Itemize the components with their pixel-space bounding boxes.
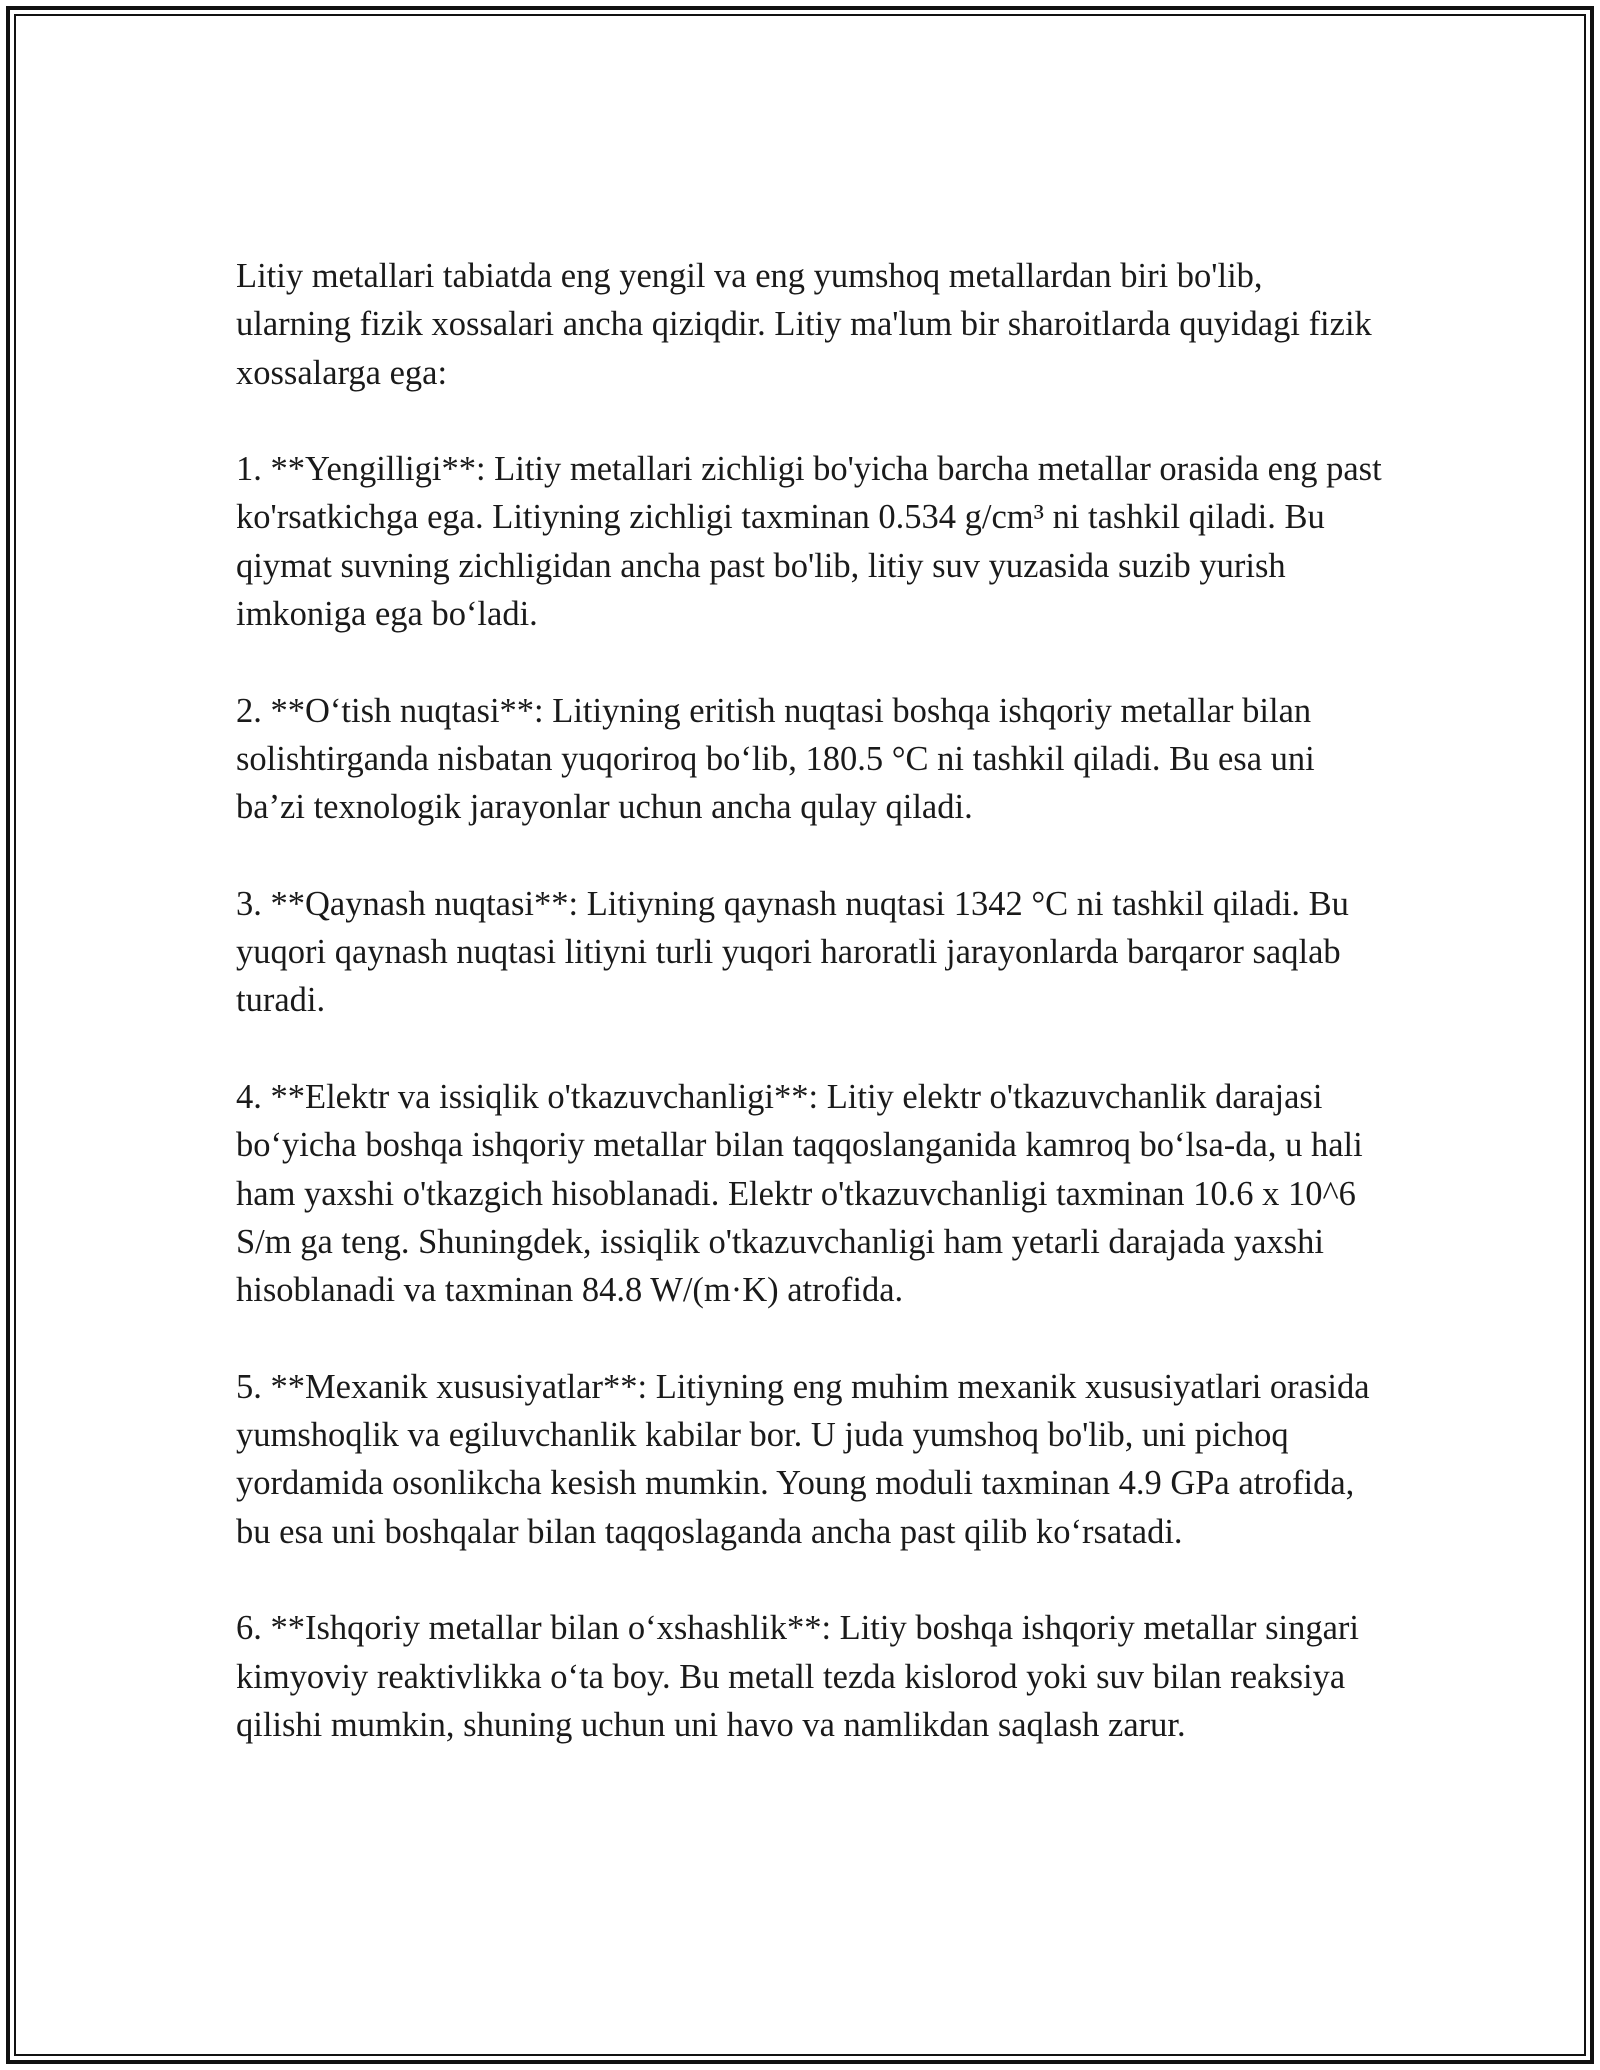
list-item-density: 1. **Yengilligi**: Litiy metallari zichligi bo'yicha barcha metallar orasida eng past ko'rsatkichga ega. Litiyning zichligi taxminan 0.534 g/cm³ ni tashkil qiladi. Bu qiymat suvning zichligidan ancha past bo'lib, litiy suv yuzasida suzib yurish imkoniga ega bo‘ladi. bbox=[236, 450, 1382, 634]
list-item-melting-point: 2. **O‘tish nuqtasi**: Litiyning eritish nuqtasi boshqa ishqoriy metallar bilan solishtirganda nisbatan yuqoriroq bo‘lib, 180.5 °C ni tashkil qiladi. Bu esa uni ba’zi texnologik jarayonlar uchun ancha qulay qiladi. bbox=[236, 691, 1315, 827]
intro-paragraph: Litiy metallari tabiatda eng yengil va eng yumshoq metallardan biri bo'lib, ularning fizik xossalari ancha qiziqdir. Litiy ma'lum bir sharoitlarda quyidagi fizik xossalarga ega: bbox=[236, 257, 1372, 392]
list-item-conductivity: 4. **Elektr va issiqlik o'tkazuvchanligi**: Litiy elektr o'tkazuvchanlik darajasi bo‘yicha boshqa ishqoriy metallar bilan taqqoslanganida kamroq bo‘lsa-da, u hali ham yaxshi o'tkazgich hisoblanadi. Elektr o'tkazuvchanligi taxminan 10.6 x 10^6 S/m ga teng. Shuningdek, issiqlik o'tkazuvchanligi ham yetarli darajada yaxshi hisoblanadi va taxminan 84.8 W/(m·K) atrofida. bbox=[236, 1078, 1363, 1310]
list-item-boiling-point: 3. **Qaynash nuqtasi**: Litiyning qaynash nuqtasi 1342 °C ni tashkil qiladi. Bu yuqori qaynash nuqtasi litiyni turli yuqori haroratli jarayonlarda barqaror saqlab turadi. bbox=[236, 884, 1349, 1020]
list-item-mechanical: 5. **Mexanik xususiyatlar**: Litiyning eng muhim mexanik xususiyatlari orasida yumshoqlik va egiluvchanlik kabilar bor. U juda yumshoq bo'lib, uni pichoq yordamida osonlikcha kesish mumkin. Young moduli taxminan 4.9 GPa atrofida, bu esa uni boshqalar bilan taqqoslaganda ancha past qilib ko‘rsatadi. bbox=[236, 1367, 1370, 1551]
list-item-alkali-similarity: 6. **Ishqoriy metallar bilan o‘xshashlik**: Litiy boshqa ishqoriy metallar singari kimyoviy reaktivlikka o‘ta boy. Bu metall tezda kislorod yoki suv bilan reaksiya qilishi mumkin, shuning uchun uni havo va namlikdan saqlash zarur. bbox=[236, 1609, 1359, 1744]
document-body bbox=[236, 252, 1386, 1798]
